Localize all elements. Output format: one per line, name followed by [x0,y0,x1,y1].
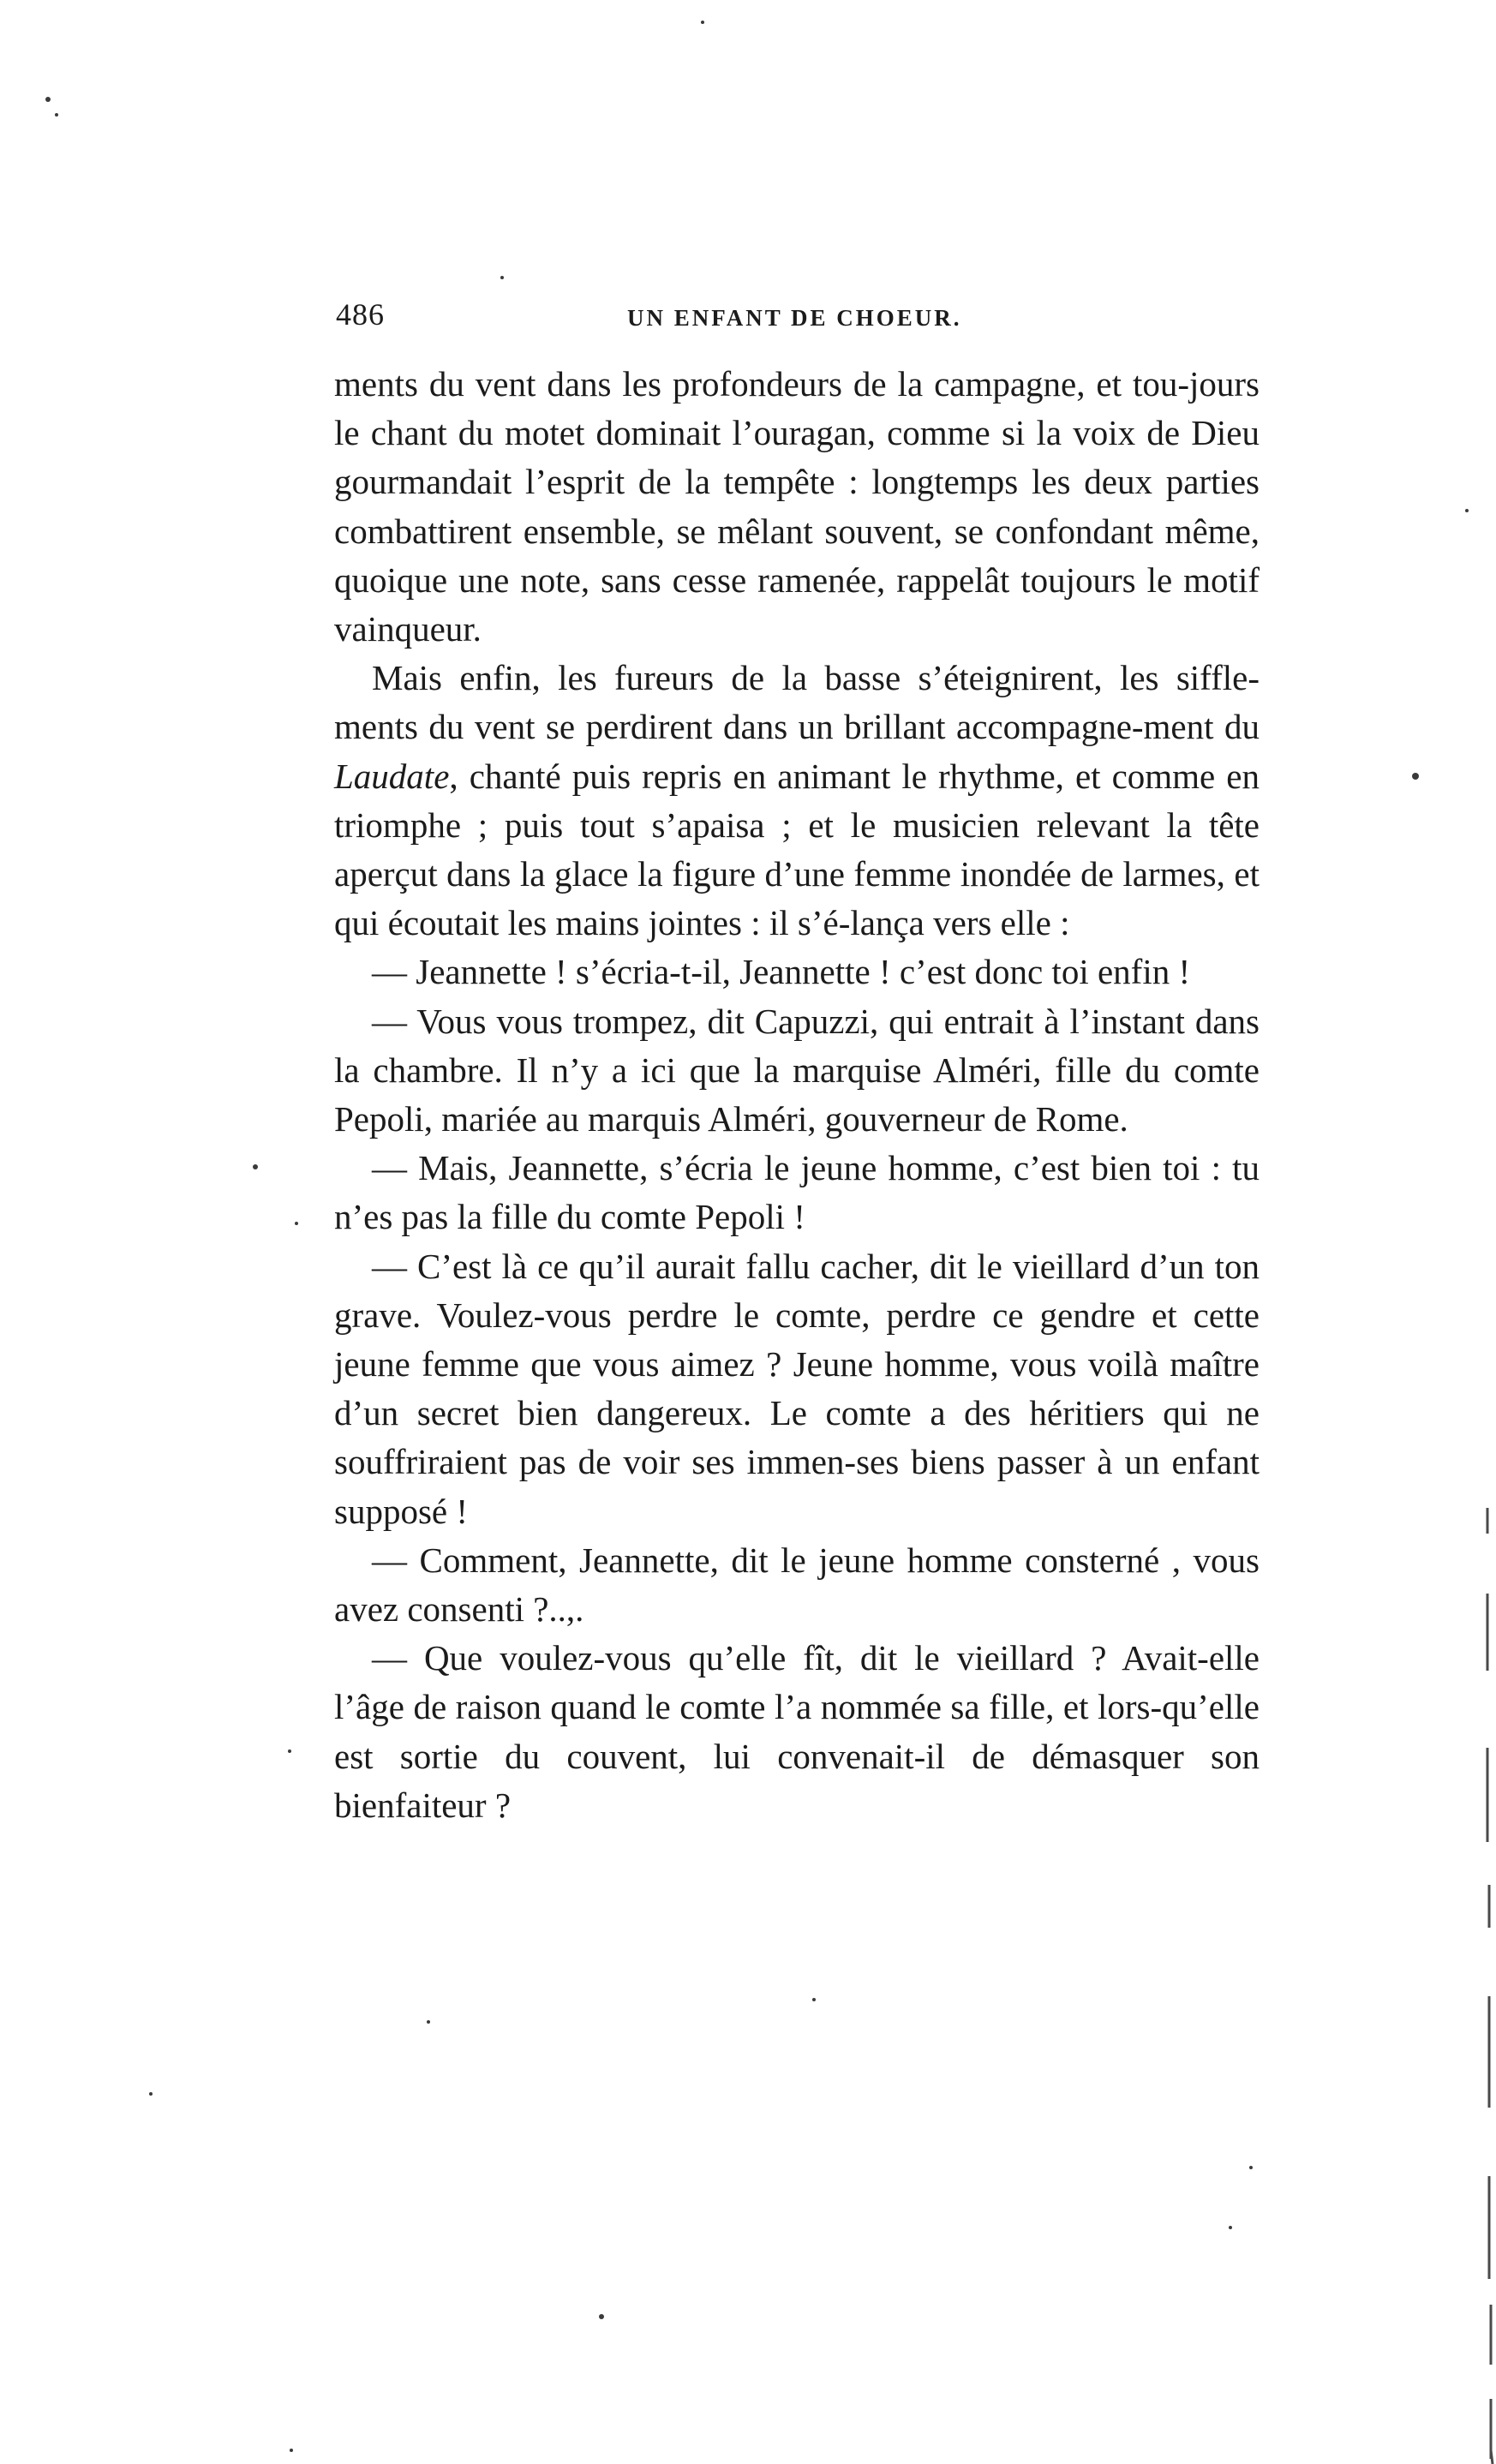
dialogue-line: — Mais, Jeannette, s’écria le jeune homme, c’est bien toi : tu n’es pas la fille du comte Pepoli ! [334,1148,1260,1237]
running-head [336,296,1261,344]
paragraph-laudate-before: Mais enfin, les fureurs de la basse s’éteignirent, les siffle-ments du vent se perdirent dans un brillant accompagne-ment du [334,658,1260,747]
paragraph-laudate [334,654,1260,948]
dialogue-line: — Vous vous trompez, dit Capuzzi, qui entrait à l’instant dans la chambre. Il n’y a ici que la marquise Alméri, fille du comte Pepoli, mariée au marquis Alméri, gouverneur de Rome. [334,1001,1260,1139]
paragraph-continuation: ments du vent dans les profondeurs de la campagne, et tou-jours le chant du motet dominait l’ouragan, comme si la voix de Dieu gourmandait l’esprit de la tempête : longtemps les deux parties combattirent ensemble, se mêlant souvent, se confondant même, quoique une note, sans cesse ramenée, rappelât toujours le motif vainqueur. [334,364,1260,649]
body-text [334,360,1260,1830]
running-title: UN ENFANT DE CHOEUR. [627,305,962,331]
dialogue-line: — C’est là ce qu’il aurait fallu cacher, dit le vieillard d’un ton grave. Voulez-vous perdre le comte, perdre ce gendre et cette jeune femme que vous aimez ? Jeune homme, vous voilà maître d’un secret bien dangereux. Le comte a des héritiers qui ne souffriraient pas de voir ses immen-ses biens passer à un enfant supposé ! [334,1246,1260,1531]
dialogue-line: — Comment, Jeannette, dit le jeune homme consterné , vous avez consenti ?..,. [334,1540,1260,1630]
dialogue-line: — Que voulez-vous qu’elle fît, dit le vieillard ? Avait-elle l’âge de raison quand le comte l’a nommée sa fille, et lors-qu’elle est sortie du couvent, lui convenait-il de démasquer son bienfaiteur ? [334,1638,1260,1825]
paragraph-laudate-italic: Laudate [334,756,450,796]
paragraph-laudate-after: , chanté puis repris en animant le rhythme, et comme en triomphe ; puis tout s’apaisa ; et le musicien relevant la tête aperçut dans la glace la figure d’une femme inondée de larmes, et qui écoutait les mains jointes : il s’é-lança vers elle : [334,756,1260,943]
dialogue-line: — Jeannette ! s’écria-t-il, Jeannette ! c’est donc toi enfin ! [372,952,1191,992]
page-number: 486 [336,297,385,332]
